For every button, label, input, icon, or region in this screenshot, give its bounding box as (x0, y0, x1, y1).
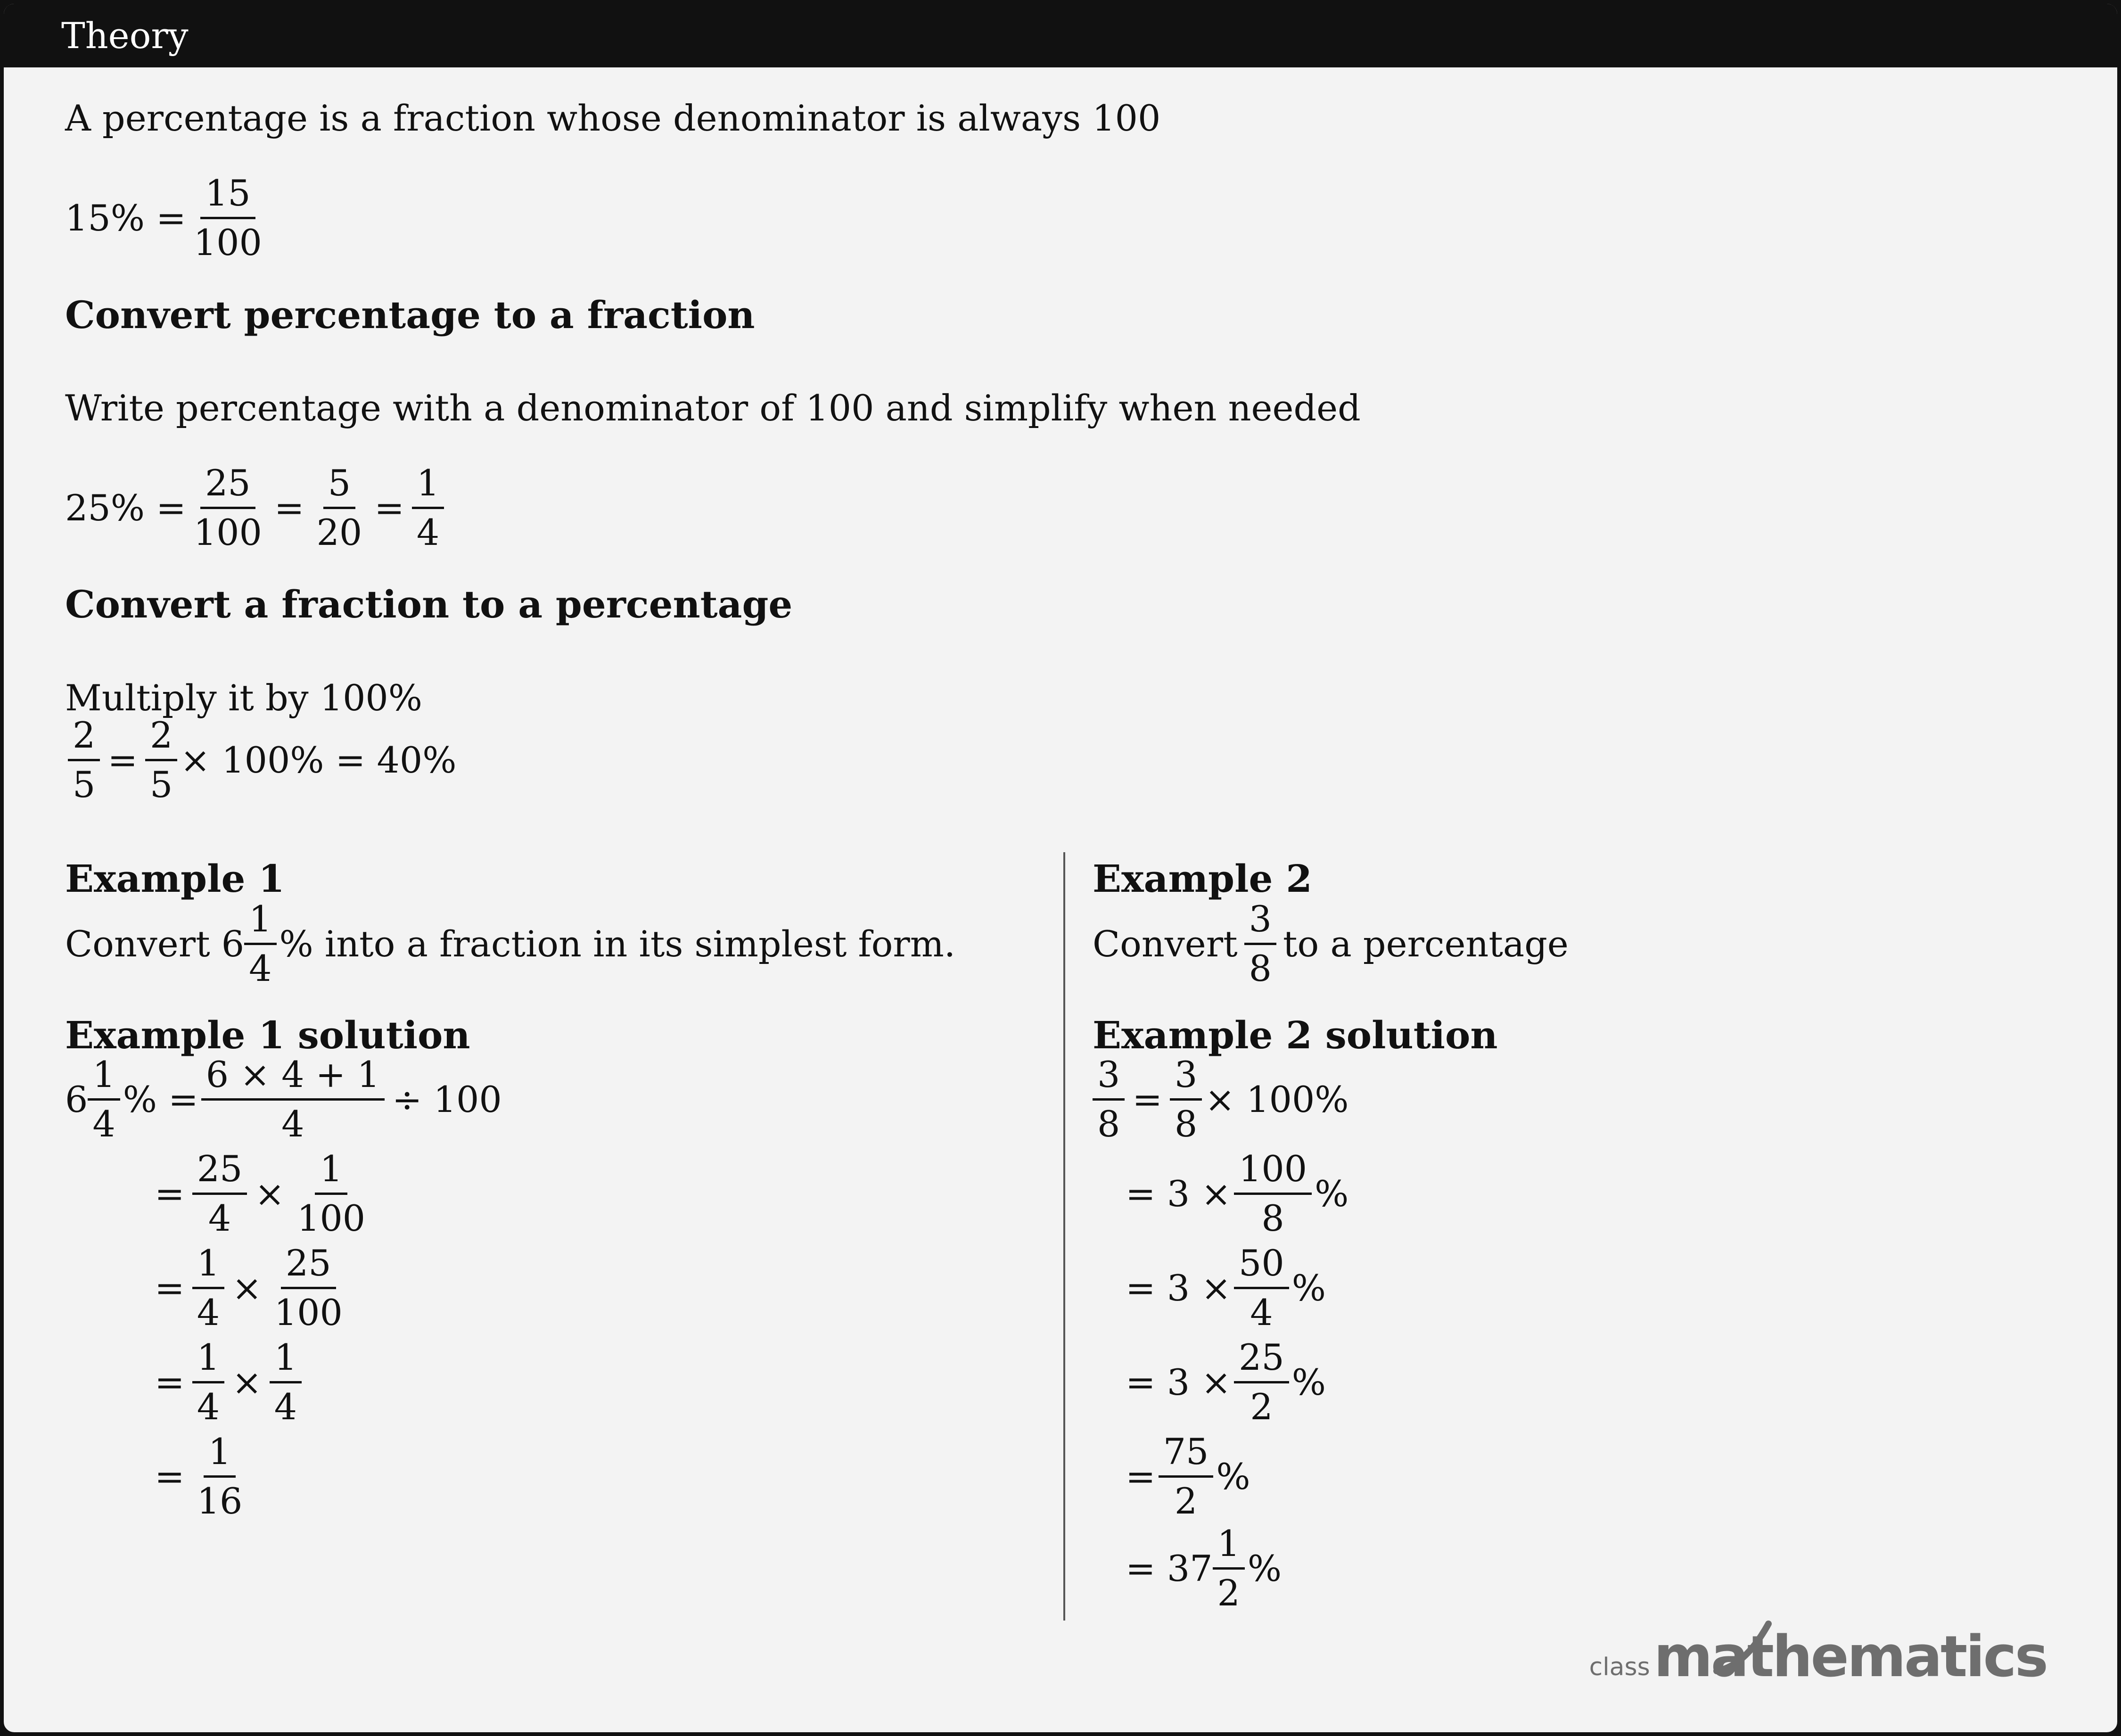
fraction (1234, 1338, 1289, 1427)
fraction (192, 1243, 224, 1333)
example1-line3 (150, 1243, 350, 1333)
fraction (412, 463, 444, 552)
definition-text: A percentage is a fraction whose denominator is always 100 (65, 97, 1161, 139)
example2-solution-heading: Example 2 solution (1093, 1013, 1498, 1057)
example2-line2 (1126, 1149, 1348, 1238)
three-times: = 3 × (1126, 1172, 1232, 1215)
numerator: 1 (315, 1149, 347, 1195)
denominator: 8 (1097, 1103, 1120, 1145)
section1-lhs: 25% = (65, 486, 186, 529)
denominator: 100 (193, 222, 262, 263)
denominator: 2 (1174, 1480, 1198, 1522)
logo-small-text: class (1589, 1653, 1650, 1681)
fraction (1159, 1432, 1214, 1521)
equals-sign: = (155, 1267, 185, 1309)
example2-line1 (1093, 1055, 1349, 1144)
fraction (1234, 1243, 1289, 1333)
example2-q-post: to a percentage (1283, 922, 1569, 965)
numerator: 2 (68, 716, 100, 761)
denominator: 8 (1175, 1103, 1198, 1145)
line1-post: × 100% (1205, 1078, 1349, 1120)
denominator: 20 (316, 511, 362, 553)
denominator: 4 (1250, 1292, 1273, 1333)
denominator: 8 (1249, 947, 1272, 989)
fraction (68, 716, 100, 805)
fraction (270, 1338, 302, 1427)
numerator: 2 (145, 716, 177, 761)
section2-rest: × 100% = 40% (180, 739, 457, 781)
times-sign: × (232, 1361, 262, 1403)
numerator: 6 × 4 + 1 (201, 1055, 385, 1101)
fraction (88, 1055, 120, 1144)
numerator: 1 (412, 463, 444, 509)
intro-equation (65, 173, 270, 263)
example2-heading: Example 2 (1093, 856, 1312, 901)
numerator: 1 (204, 1432, 236, 1478)
section1-text: Write percentage with a denominator of 100 and simplify when needed (65, 387, 1361, 429)
numerator: 50 (1234, 1243, 1289, 1289)
whole-number: 6 (65, 1078, 88, 1120)
example2-line5 (1126, 1432, 1250, 1521)
numerator: 25 (200, 463, 255, 509)
numerator: 3 (1244, 899, 1276, 945)
percent-sign: % (1247, 1547, 1282, 1589)
example2-line3 (1126, 1243, 1326, 1333)
equals-sign: = (274, 486, 304, 529)
numerator: 1 (244, 899, 276, 945)
line1-post: ÷ 100 (392, 1078, 502, 1120)
fraction (201, 1055, 385, 1144)
times-sign: × (232, 1267, 262, 1309)
section2-text: Multiply it by 100% (65, 677, 422, 719)
numerator: 3 (1170, 1055, 1202, 1101)
example1-q-post: % into a fraction in its simplest form. (279, 922, 955, 965)
line1-mid: % = (123, 1078, 198, 1120)
section-heading-fraction-to-percent: Convert a fraction to a percentage (65, 582, 793, 626)
title-bar (4, 4, 2117, 67)
equals-sign: = (155, 1455, 185, 1497)
line6-pre: = 37 (1126, 1547, 1213, 1589)
fraction (189, 173, 267, 263)
denominator: 4 (249, 947, 272, 989)
denominator: 16 (197, 1480, 243, 1522)
numerator: 25 (1234, 1338, 1289, 1383)
fraction (192, 1338, 224, 1427)
fraction (1244, 899, 1276, 988)
fraction (189, 463, 267, 552)
fraction (312, 463, 367, 552)
numerator: 1 (192, 1338, 224, 1383)
fraction (145, 716, 177, 805)
numerator: 5 (323, 463, 355, 509)
example1-line1 (65, 1055, 507, 1144)
section2-equation (65, 716, 456, 805)
percent-sign: % (1216, 1455, 1250, 1497)
denominator: 4 (281, 1103, 304, 1145)
fraction (244, 899, 276, 988)
denominator: 5 (73, 764, 96, 806)
percent-sign: % (1291, 1361, 1326, 1403)
numerator: 1 (192, 1243, 224, 1289)
logo-big-text: mathematics (1653, 1624, 2047, 1690)
numerator: 75 (1159, 1432, 1214, 1478)
numerator: 100 (1234, 1149, 1312, 1195)
denominator: 4 (197, 1386, 220, 1428)
example2-q-pre: Convert (1093, 922, 1238, 965)
example2-question (1093, 899, 1569, 988)
denominator: 5 (150, 764, 173, 806)
fraction (1234, 1149, 1312, 1238)
denominator: 100 (297, 1197, 366, 1239)
denominator: 100 (274, 1292, 343, 1333)
denominator: 4 (416, 511, 440, 553)
section-heading-percent-to-fraction: Convert percentage to a fraction (65, 293, 755, 337)
equals-sign: = (374, 486, 404, 529)
fraction (192, 1432, 247, 1521)
example2-line4 (1126, 1338, 1326, 1427)
numerator: 15 (200, 173, 255, 219)
intro-lhs: 15% = (65, 197, 186, 239)
card-title: Theory (61, 15, 189, 57)
example1-line2 (150, 1149, 373, 1238)
equals-sign: = (155, 1172, 185, 1215)
denominator: 2 (1250, 1386, 1273, 1428)
fraction (292, 1149, 370, 1238)
numerator: 1 (88, 1055, 120, 1101)
percent-sign: % (1315, 1172, 1349, 1215)
numerator: 25 (192, 1149, 247, 1195)
fraction (1170, 1055, 1202, 1144)
three-times: = 3 × (1126, 1361, 1232, 1403)
percent-sign: % (1291, 1267, 1326, 1309)
fraction (270, 1243, 347, 1333)
equals-sign: = (1132, 1078, 1163, 1120)
times-sign: × (255, 1172, 285, 1215)
fraction (192, 1149, 247, 1238)
denominator: 100 (193, 511, 262, 553)
fraction (1213, 1524, 1245, 1613)
equals-sign: = (107, 739, 138, 781)
three-times: = 3 × (1126, 1267, 1232, 1309)
section1-equation (65, 463, 447, 552)
denominator: 4 (274, 1386, 297, 1428)
numerator: 3 (1093, 1055, 1125, 1101)
denominator: 2 (1217, 1572, 1240, 1614)
denominator: 4 (208, 1197, 231, 1239)
example1-question (65, 899, 955, 988)
example1-line5 (150, 1432, 250, 1521)
denominator: 4 (197, 1292, 220, 1333)
column-divider (1063, 852, 1065, 1621)
numerator: 1 (1213, 1524, 1245, 1570)
example2-line6 (1126, 1524, 1282, 1613)
logo (1589, 1624, 2047, 1690)
denominator: 8 (1261, 1197, 1284, 1239)
fraction (1093, 1055, 1125, 1144)
example1-q-pre: Convert 6 (65, 922, 245, 965)
equals-sign: = (1126, 1455, 1156, 1497)
example1-line4 (150, 1338, 304, 1427)
denominator: 4 (92, 1103, 115, 1145)
equals-sign: = (155, 1361, 185, 1403)
numerator: 1 (270, 1338, 302, 1383)
example1-solution-heading: Example 1 solution (65, 1013, 470, 1057)
numerator: 25 (281, 1243, 336, 1289)
example1-heading: Example 1 (65, 856, 285, 901)
